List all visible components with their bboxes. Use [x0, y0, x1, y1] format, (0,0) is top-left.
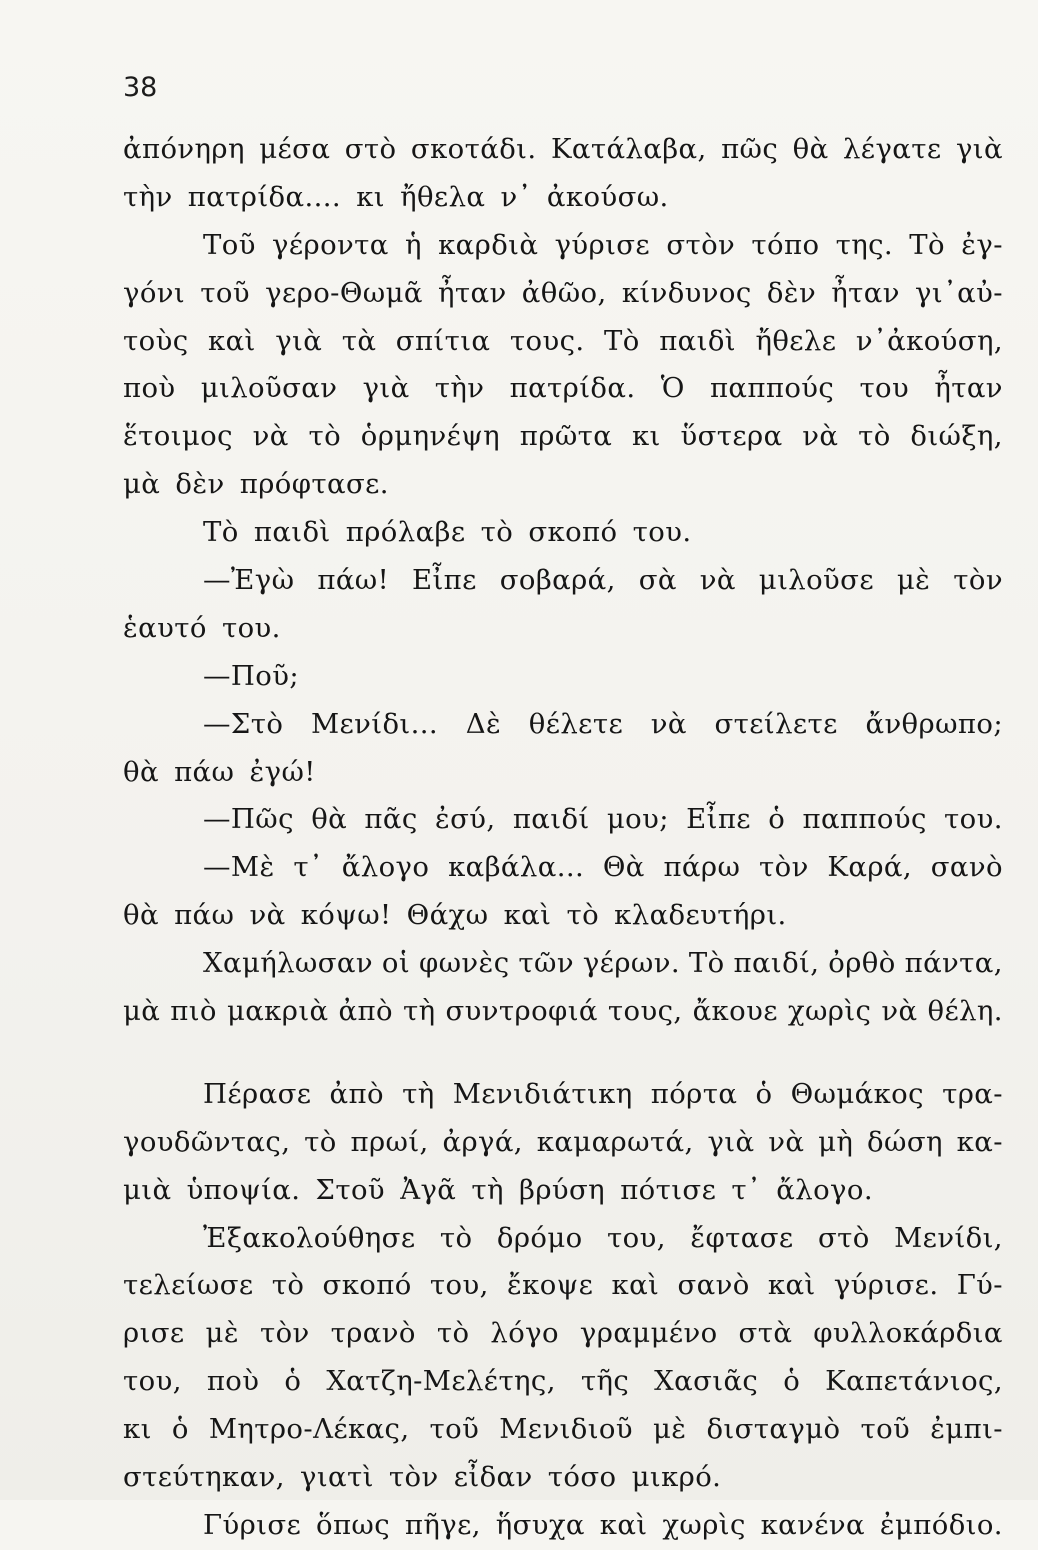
- text-line: τὴν πατρίδα.... κι ἤθελα ν᾿ ἀκούσω.: [123, 180, 669, 213]
- text-line: ἀπόνηρη μέσα στὸ σκοτάδι. Κατάλαβα, πῶς θὰ λέγατε γιὰ: [123, 133, 1003, 165]
- text-line: Ἐξακολούθησε τὸ δρόμο του, ἔφτασε στὸ Μενίδι,: [203, 1221, 1003, 1254]
- paragraph-gap: [123, 1036, 1003, 1071]
- text-line: γόνι τοῦ γερο-Θωμᾶ ἦταν ἀθῶο, κίνδυνος δὲν ἦταν γι᾿αὐ-: [123, 276, 1003, 309]
- text-line: ρισε μὲ τὸν τρανὸ τὸ λόγο γραμμένο στὰ φυλλοκάρδια: [123, 1317, 1003, 1350]
- text-line: γουδῶντας, τὸ πρωί, ἀργά, καμαρωτά, γιὰ νὰ μὴ δώση κα-: [123, 1125, 1003, 1158]
- text-line: ποὺ μιλοῦσαν γιὰ τὴν πατρίδα. Ὁ παππούς του ἦταν: [123, 372, 1003, 405]
- text-line: κι ὁ Μητρο-Λέκας, τοῦ Μενιδιοῦ μὲ δισταγμὸ τοῦ ἐμπι-: [123, 1413, 1003, 1446]
- text-line: μιὰ ὑποψία. Στοῦ Ἀγᾶ τὴ βρύση πότισε τ᾿ ἄλογο.: [123, 1173, 873, 1206]
- page-number: 38: [123, 72, 158, 103]
- text-line: του, ποὺ ὁ Χατζη-Μελέτης, τῆς Χασιᾶς ὁ Καπετάνιος,: [123, 1365, 1003, 1398]
- text-line: θὰ πάω ἐγώ!: [123, 755, 316, 788]
- body-text: [123, 126, 1003, 1550]
- text-line: Χαμήλωσαν οἱ φωνὲς τῶν γέρων. Τὸ παιδί, ὀρθὸ πάντα,: [203, 947, 1003, 980]
- text-line: —Στὸ Μενίδι... Δὲ θέλετε νὰ στείλετε ἄνθρωπο;: [203, 707, 1003, 740]
- text-line: Τὸ παιδὶ πρόλαβε τὸ σκοπό του.: [203, 516, 692, 549]
- text-line: —Μὲ τ᾿ ἄλογο καβάλα... Θὰ πάρω τὸν Καρά, σανὸ: [203, 851, 1003, 884]
- text-line: Πέρασε ἀπὸ τὴ Μενιδιάτικη πόρτα ὁ Θωμάκος τρα-: [203, 1077, 1003, 1110]
- text-line: Γύρισε ὅπως πῆγε, ἥσυχα καὶ χωρὶς κανένα ἐμπόδιο.: [203, 1508, 1003, 1541]
- text-line: ἕτοιμος νὰ τὸ ὁρμηνέψη πρῶτα κι ὕστερα νὰ τὸ διώξη,: [123, 420, 1003, 453]
- text-line: —Ποῦ;: [203, 659, 300, 692]
- text-line: ἑαυτό του.: [123, 611, 281, 644]
- text-line: —Πῶς θὰ πᾶς ἐσύ, παιδί μου; Εἶπε ὁ παππούς του.: [203, 803, 1003, 836]
- text-line: —Ἐγὼ πάω! Εἶπε σοβαρά, σὰ νὰ μιλοῦσε μὲ τὸν: [203, 564, 1003, 597]
- text-line: θὰ πάω νὰ κόψω! Θάχω καὶ τὸ κλαδευτήρι.: [123, 899, 787, 932]
- text-line: μὰ δὲν πρόφτασε.: [123, 468, 389, 501]
- text-line: τελείωσε τὸ σκοπό του, ἔκοψε καὶ σανὸ καὶ γύρισε. Γύ-: [123, 1269, 1003, 1302]
- text-line: μὰ πιὸ μακριὰ ἀπὸ τὴ συντροφιά τους, ἄκουε χωρὶς νὰ θέλη.: [123, 995, 1003, 1028]
- text-line: στεύτηκαν, γιατὶ τὸν εἶδαν τόσο μικρό.: [123, 1461, 722, 1494]
- text-line: Τοῦ γέροντα ἡ καρδιὰ γύρισε στὸν τόπο της. Τὸ ἐγ-: [203, 228, 1003, 261]
- text-line: τοὺς καὶ γιὰ τὰ σπίτια τους. Τὸ παιδὶ ἤθελε ν᾿ἀκούση,: [123, 324, 1003, 357]
